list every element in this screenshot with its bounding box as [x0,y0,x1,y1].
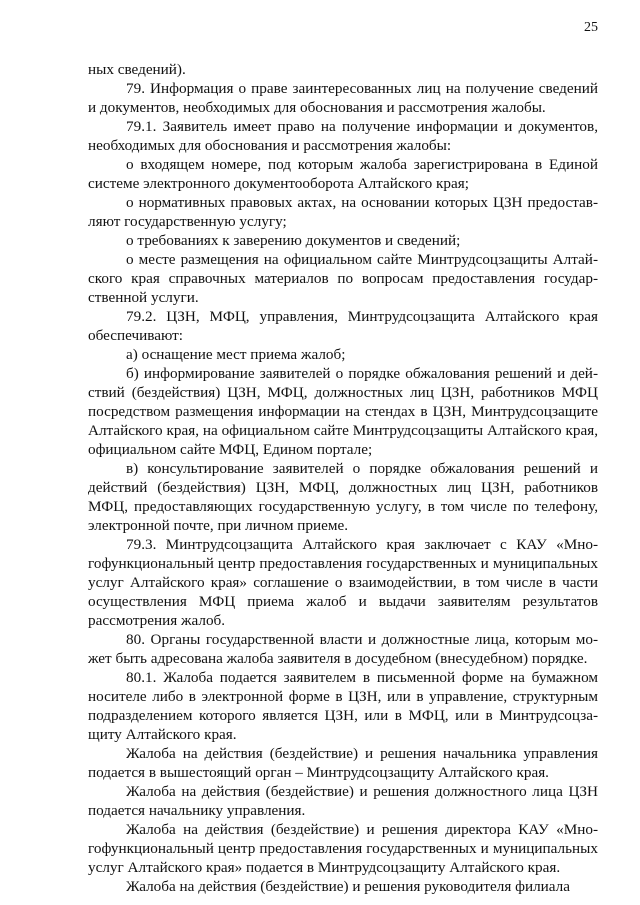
paragraph: Жалоба на действия (бездействие) и решения директора КАУ «Многофункциональный центр предоставления государственных и муниципальных услуг Алтайского края» подается в Минтрудсоцзащиту Алтайского края. [88,821,598,876]
paragraph: б) информирование заявителей о порядке обжалования решений и действий (бездействия) ЦЗН, МФЦ, должностных лиц ЦЗН, работников МФЦ посредством размещения информации на стендах в ЦЗН, Минтрудсоцзащите Алтайского края, на официальном сайте Минтрудсоцзащиты Алтайского края, официальном сайте МФЦ, Едином портале; [88,365,598,458]
paragraph: 79. Информация о праве заинтересованных лиц на получение сведений и документов, необходимых для обоснования и рассмотрения жалобы. [88,80,598,116]
paragraph: Жалоба на действия (бездействие) и решения должностного лица ЦЗН подается начальнику управления. [88,783,598,819]
document-body [88,60,598,896]
paragraph: Жалоба на действия (бездействие) и решения руководителя филиала [126,878,570,895]
paragraph: о месте размещения на официальном сайте Минтрудсоцзащиты Алтайского края справочных материалов по вопросам предоставления государственной услуги. [88,251,598,306]
paragraph: Жалоба на действия (бездействие) и решения начальника управления подается в вышестоящий орган – Минтрудсоцзащиту Алтайского края. [88,745,598,781]
paragraph: 80.1. Жалоба подается заявителем в письменной форме на бумажном носителе либо в электронной форме в ЦЗН, или в управление, структурным подразделением которого является ЦЗН, или в МФЦ, или в Минтрудсоцзащиту Алтайского края. [88,669,598,743]
paragraph: о входящем номере, под которым жалоба зарегистрирована в Единой системе электронного документооборота Алтайского края; [88,156,598,192]
paragraph: о нормативных правовых актах, на основании которых ЦЗН предоставляют государственную услугу; [88,194,598,230]
paragraph: 79.3. Минтрудсоцзащита Алтайского края заключает с КАУ «Многофункциональный центр предоставления государственных и муниципальных услуг Алтайского края» соглашение о взаимодействии, в том числе в части осуществления МФЦ приема жалоб и выдачи заявителям результатов рассмотрения жалоб. [88,536,598,629]
paragraph: а) оснащение мест приема жалоб; [126,346,346,363]
paragraph: 79.1. Заявитель имеет право на получение информации и документов, необходимых для обоснования и рассмотрения жалобы: [88,118,598,154]
paragraph: в) консультирование заявителей о порядке обжалования решений и действий (бездействия) ЦЗН, МФЦ, должностных лиц ЦЗН, работников МФЦ, предоставляющих государственную услугу, в том числе по телефону, электронной почте, при личном приеме. [88,460,598,534]
page-number: 25 [584,20,598,35]
paragraph: 79.2. ЦЗН, МФЦ, управления, Минтрудсоцзащита Алтайского края обеспечивают: [88,308,598,344]
paragraph: о требованиях к заверению документов и сведений; [126,232,461,249]
paragraph: ных сведений). [88,61,186,78]
paragraph: 80. Органы государственной власти и должностные лица, которым может быть адресована жалоба заявителя в досудебном (внесудебном) порядке. [88,631,598,667]
